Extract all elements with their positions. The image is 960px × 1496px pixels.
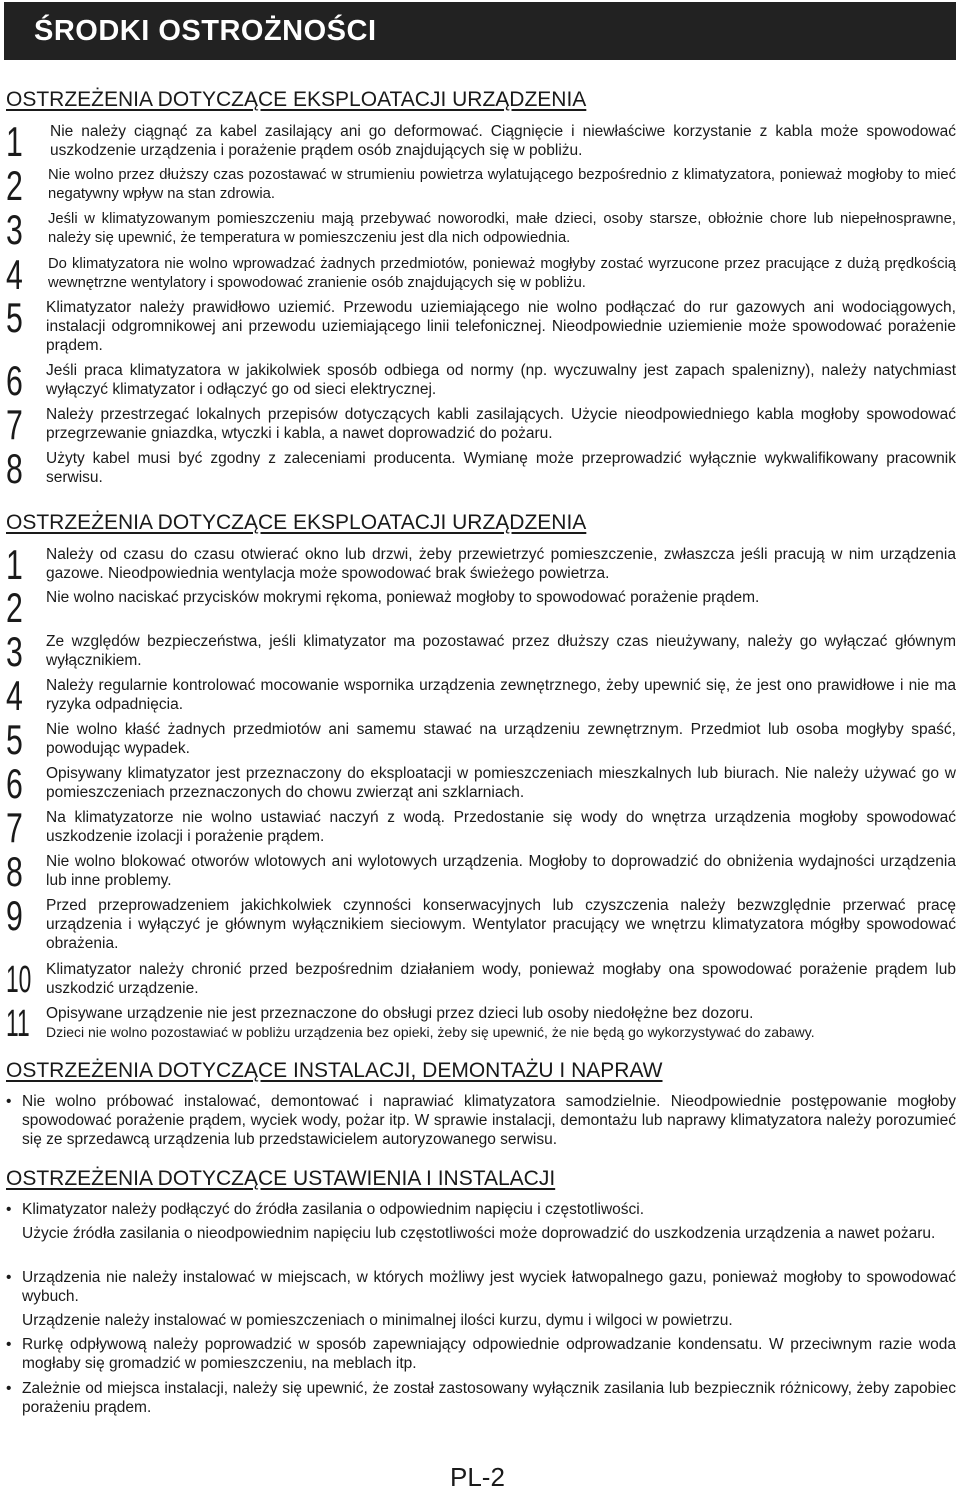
item-text <box>46 1004 956 1042</box>
bullet-marker: • <box>6 1093 12 1110</box>
section-title-operation-warnings-2: OSTRZEŻENIA DOTYCZĄCE EKSPLOATACJI URZĄDZENIA <box>6 511 587 534</box>
bullet-text: Zależnie od miejsca instalacji, należy się upewnić, że został zastosowany wyłącznik zasilania lub bezpiecznik różnicowy, żeby zapobiec porażeniu prądem. <box>22 1380 956 1416</box>
item-text: Do klimatyzatora nie wolno wprowadzać żadnych przedmiotów, ponieważ mogłyby zostać wyrzucone przez pracujące z dużą prędkością wewnętrzne wentylatory i spowodować zranienie osób znajdujących się w pobliżu. <box>48 256 956 291</box>
item-number: 9 <box>6 892 23 939</box>
item-text: Należy regularnie kontrolować mocowanie wspornika urządzenia zewnętrznego, żeby upewnić się, że jest ono prawidłowe i nie ma ryzyka odpadnięcia. <box>46 677 956 713</box>
item-text-line1: Opisywane urządzenie nie jest przeznaczone do obsługi przez dzieci lub osoby niedołężne bez dozoru. <box>46 1005 754 1022</box>
item-number: 6 <box>6 760 23 807</box>
item-text: Jeśli praca klimatyzatora w jakikolwiek sposób odbiega od normy (np. wyczuwalny jest zapach spalenizny), należy natychmiast wyłączyć klimatyzator i odłączyć go od sieci elektrycznej. <box>46 362 956 398</box>
item-text: Na klimatyzatorze nie wolno ustawiać naczyń z wodą. Przedostanie się wody do wnętrza urządzenia mogłoby spowodować uszkodzenie izolacji i porażenie prądem. <box>46 809 956 845</box>
item-text: Opisywany klimatyzator jest przeznaczony do eksploatacji w pomieszczeniach mieszkalnych lub biurach. Nie należy używać go w pomieszczeniach przeznaczonych do chowu zwierząt ani szklarniach. <box>46 765 956 801</box>
item-number: 8 <box>6 445 23 492</box>
item-number: 7 <box>6 401 23 448</box>
item-number: 4 <box>6 251 23 298</box>
item-text: Należy przestrzegać lokalnych przepisów dotyczących kabli zasilających. Użycie nieodpowiedniego kabla mogłoby spowodować przegrzewanie gniazdka, wtyczki i kabla, a nawet doprowadzić do pożaru. <box>46 406 956 442</box>
bullet-marker: • <box>6 1269 12 1286</box>
item-number: 1 <box>6 541 23 588</box>
item-text: Jeśli w klimatyzowanym pomieszczeniu mają przebywać noworodki, małe dzieci, osoby starsze, obłożnie chore lub niepełnosprawne, należy się upewnić, że temperatura w pomieszczeniu jest dla nich odpowiednia. <box>48 211 956 246</box>
item-text: Nie należy ciągnąć za kabel zasilający ani go deformować. Ciągnięcie i niewłaściwe korzystanie z kabla może spowodować uszkodzenie urządzenia i porażenie prądem osób znajdujących się w pobliżu. <box>50 123 956 159</box>
page-number: PL-2 <box>450 1462 505 1492</box>
item-number: 2 <box>6 162 23 209</box>
bullet-marker: • <box>6 1336 12 1353</box>
item-number: 10 <box>6 959 32 1001</box>
page-title: ŚRODKI OSTROŻNOŚCI <box>34 15 377 47</box>
item-number: 8 <box>6 848 23 895</box>
bullet-text: Urządzenia nie należy instalować w miejscach, w których możliwy jest wyciek łatwopalnego gazu, ponieważ mogłoby to spowodować wybuch. <box>22 1269 956 1305</box>
bullet-subtext: Użycie źródła zasilania o nieodpowiednim napięciu lub częstotliwości może doprowadzić do uszkodzenia urządzenia a nawet pożaru. <box>22 1225 936 1242</box>
item-text-line2: Dzieci nie wolno pozostawiać w pobliżu urządzenia bez opieki, żeby się upewnić, że nie będą go wykorzystywać do zabawy. <box>46 1024 815 1040</box>
item-number: 4 <box>6 672 23 719</box>
item-number: 5 <box>6 294 23 341</box>
bullet-subtext: Urządzenie należy instalować w pomieszczeniach o minimalnej ilości kurzu, dymu i wilgoci w powietrzu. <box>22 1312 733 1329</box>
item-text: Należy od czasu do czasu otwierać okno lub drzwi, żeby przewietrzyć pomieszczenie, zwłaszcza jeśli pracują w nim urządzenia gazowe. Nieodpowiednia wentylacja może spowodować brak świeżego powietrza. <box>46 546 956 582</box>
item-text: Nie wolno przez dłuższy czas pozostawać w strumieniu powietrza wylatującego bezpośrednio z klimatyzatora, ponieważ mogłoby to mieć negatywny wpływ na stan zdrowia. <box>48 167 956 202</box>
item-text: Użyty kabel musi być zgodny z zaleceniami producenta. Wymianę może przeprowadzić wyłącznie wykwalifikowany pracownik serwisu. <box>46 450 956 486</box>
item-number: 2 <box>6 584 23 631</box>
item-number: 3 <box>6 628 23 675</box>
bullet-text: Klimatyzator należy podłączyć do źródła zasilania o odpowiednim napięciu i częstotliwości. <box>22 1201 645 1218</box>
item-text: Klimatyzator należy chronić przed bezpośrednim działaniem wody, ponieważ mogłaby ona spowodować porażenie prądem lub uszkodzić urządzenie. <box>46 961 956 997</box>
item-number: 7 <box>6 804 23 851</box>
bullet-text: Nie wolno próbować instalować, demontować i naprawiać klimatyzatora samodzielnie. Nieodpowiednie postępowanie mogłoby spowodować porażenie prądem, wyciek wody, pożar itp. W sprawie instalacji, demontażu lub naprawy klimatyzatora należy porozumieć się ze sprzedawcą urządzenia lub przedstawicielem autoryzowanego serwisu. <box>22 1093 956 1148</box>
item-text: Nie wolno naciskać przycisków mokrymi rękoma, ponieważ mogłoby to spowodować porażenie prądem. <box>46 589 760 606</box>
item-number: 5 <box>6 716 23 763</box>
item-number: 11 <box>6 1003 30 1045</box>
item-text: Przed przeprowadzeniem jakichkolwiek czynności konserwacyjnych lub czyszczenia należy bezwzględnie przerwać pracę urządzenia i wyłączyć je głównym wyłącznikiem sieciowym. Wentylator pracujący we wnętrzu klimatyzatora mógłby spowodować obrażenia. <box>46 897 956 952</box>
item-number: 1 <box>6 118 23 165</box>
page-header <box>4 2 956 60</box>
item-text: Nie wolno kłaść żadnych przedmiotów ani samemu stawać na urządzeniu zewnętrznym. Przedmiot lub osoba mogłyby spaść, powodując wypadek. <box>46 721 956 757</box>
item-text: Nie wolno blokować otworów wlotowych ani wylotowych urządzenia. Mogłoby to doprowadzić do obniżenia wydajności urządzenia lub inne problemy. <box>46 853 956 889</box>
item-text: Klimatyzator należy prawidłowo uziemić. Przewodu uziemiającego nie wolno podłączać do rur gazowych ani wodociągowych, instalacji odgromnikowej ani przewodu uziemiającego linii telefonicznej. Nieodpowiednie uziemienie może spowodować porażenie prądem. <box>46 299 956 354</box>
item-text: Ze względów bezpieczeństwa, jeśli klimatyzator ma pozostawać przez dłuższy czas nieużywany, należy go wyłączać głównym wyłącznikiem. <box>46 633 956 669</box>
section-title-operation-warnings: OSTRZEŻENIA DOTYCZĄCE EKSPLOATACJI URZĄDZENIA <box>6 88 587 111</box>
bullet-marker: • <box>6 1201 12 1218</box>
item-number: 3 <box>6 206 23 253</box>
bullet-marker: • <box>6 1380 12 1397</box>
section-title-installation-repair: OSTRZEŻENIA DOTYCZĄCE INSTALACJI, DEMONTAŻU I NAPRAW <box>6 1059 663 1082</box>
bullet-text: Rurkę odpływową należy poprowadzić w sposób zapewniający odpowiednie odprowadzanie kondensatu. W przeciwnym razie woda mogłaby się gromadzić w pomieszczeniu, na meblach itp. <box>22 1336 956 1372</box>
section-title-placement-installation: OSTRZEŻENIA DOTYCZĄCE USTAWIENIA I INSTALACJI <box>6 1167 556 1190</box>
item-number: 6 <box>6 357 23 404</box>
